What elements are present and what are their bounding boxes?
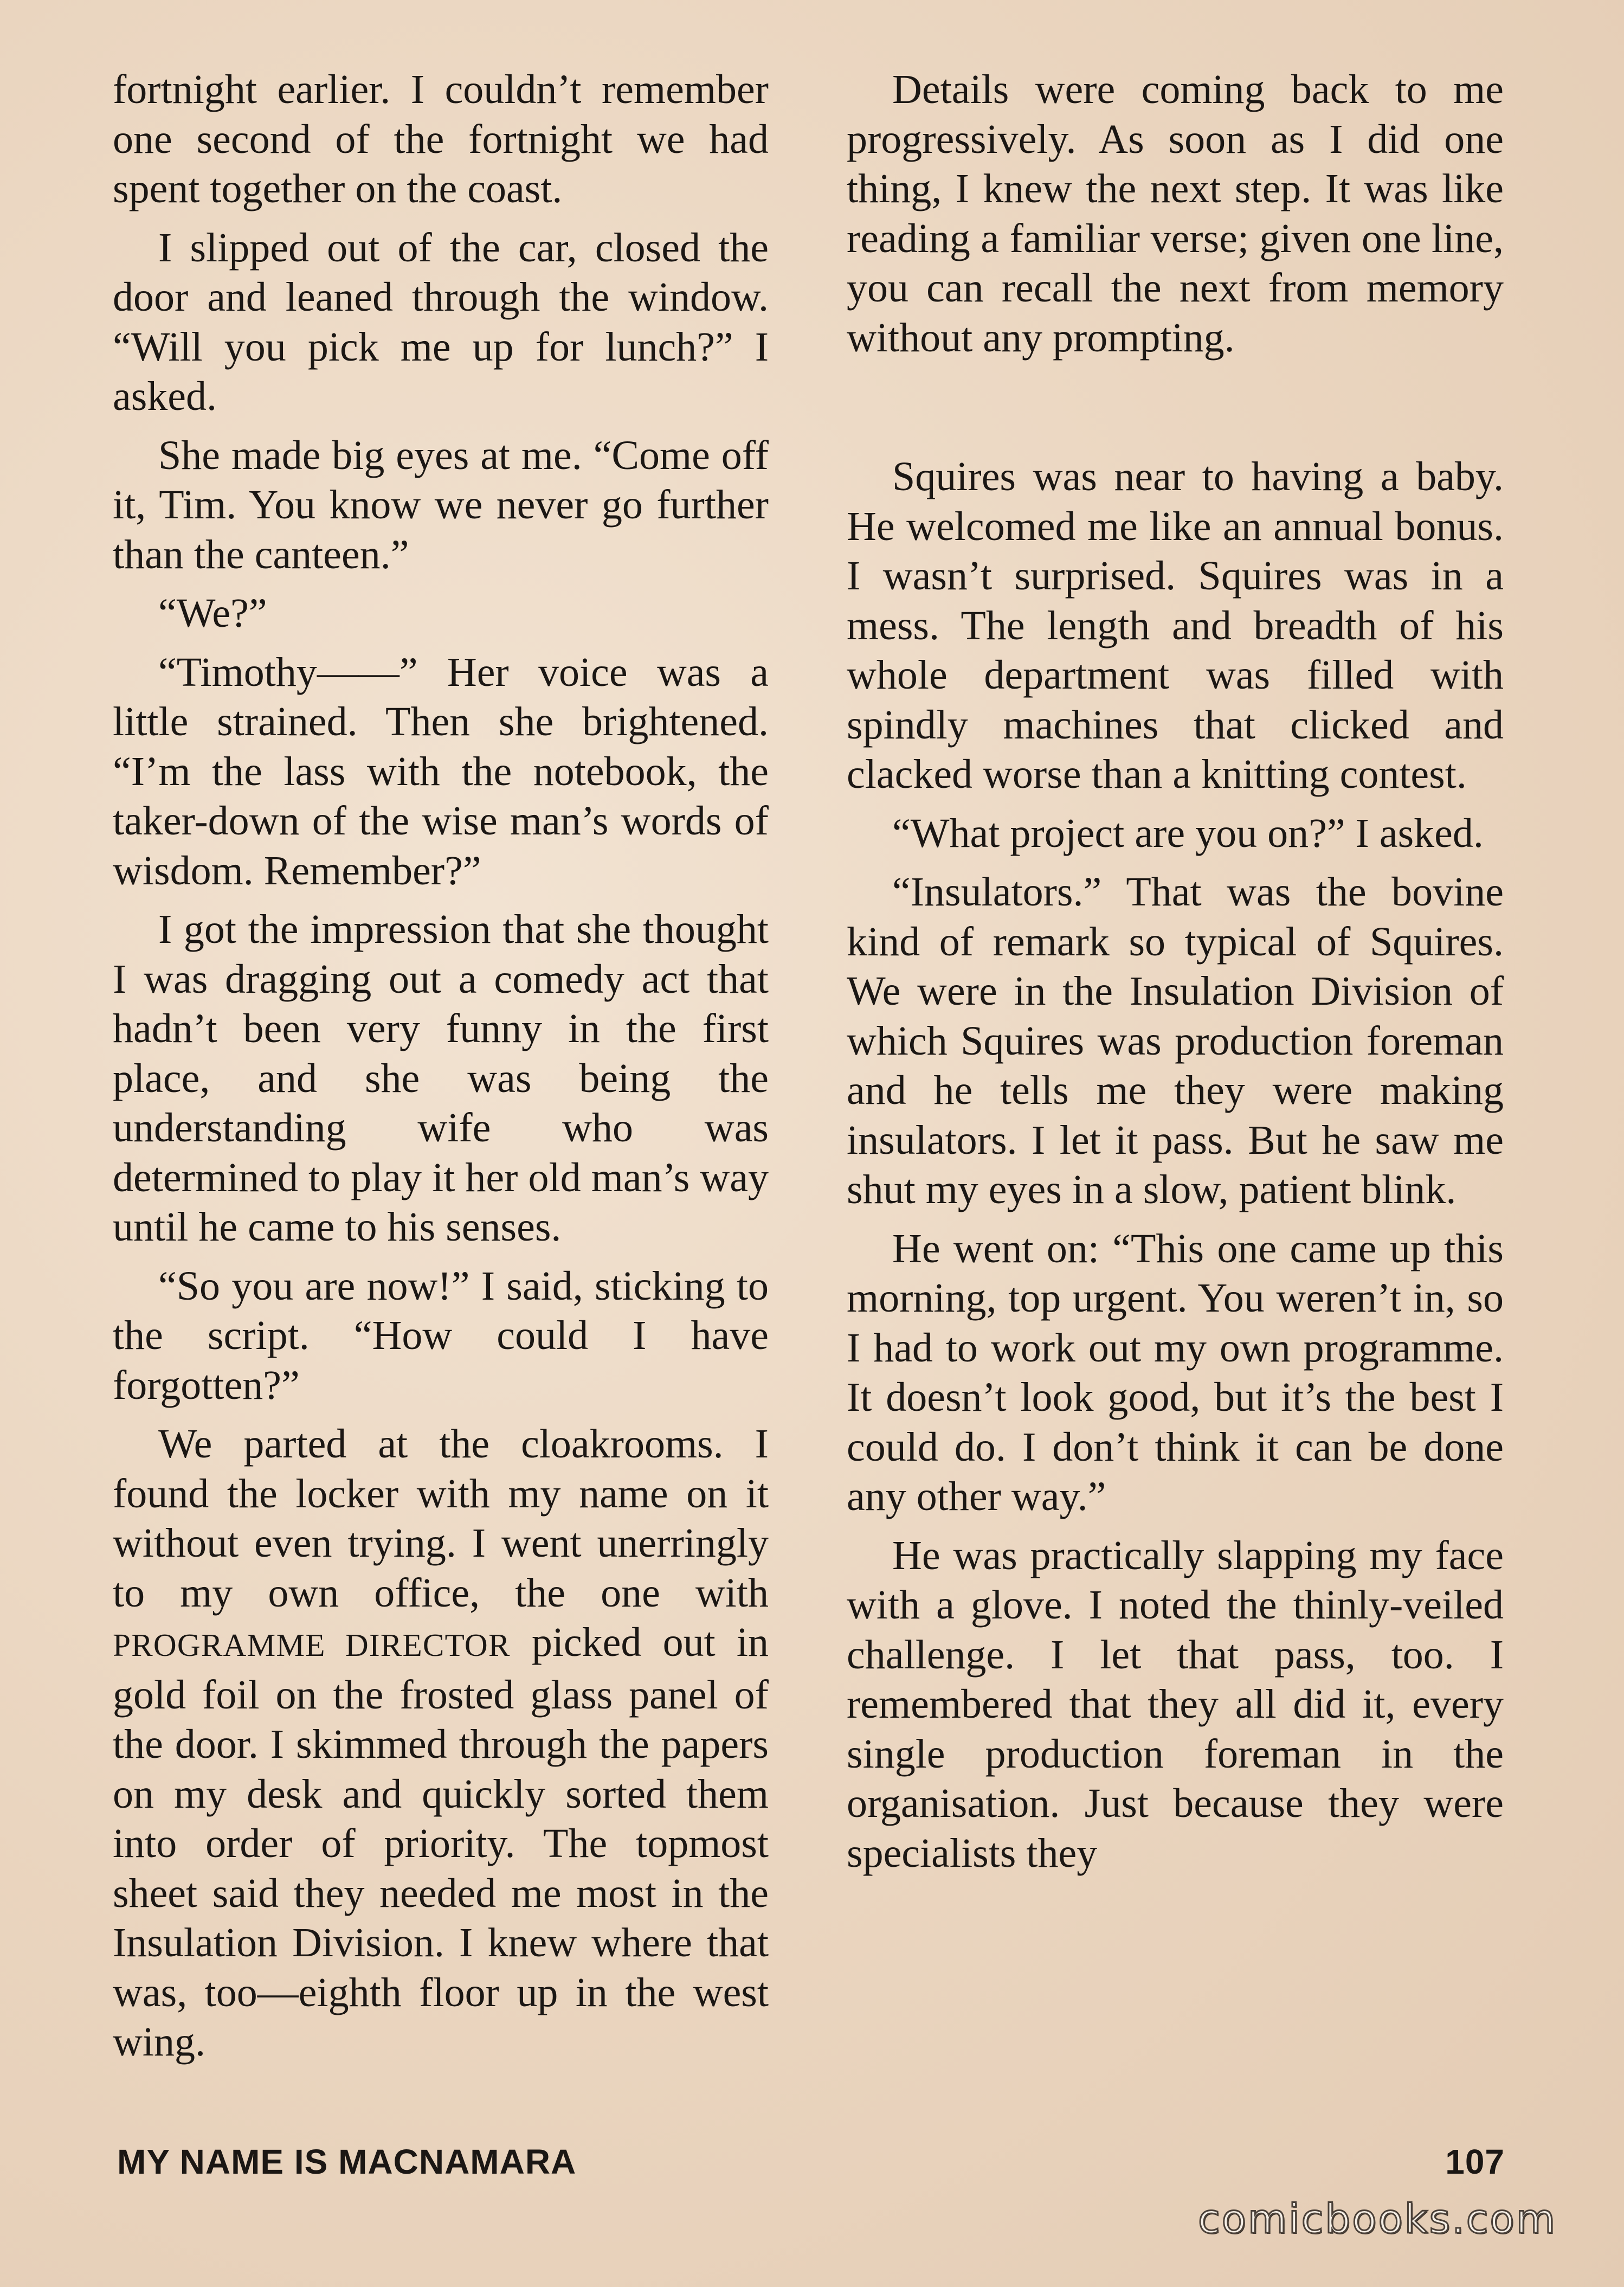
paragraph: “Timothy——” Her voice was a little strained. Then she brightened. “I’m the lass with the notebook, the taker-down of the wise man’s words of wisdom. Remember?” xyxy=(113,649,769,894)
paragraph: He went on: “This one came up this morning, top urgent. You weren’t in, so I had to work out my own programme. It doesn’t look good, but it’s the best I could do. I don’t think it can be done any other way.” xyxy=(847,1225,1504,1519)
paragraph: Details were coming back to me progressively. As soon as I did one thing, I knew the next step. It was like reading a familiar verse; given one line, you can recall the next from memory without any prompting. xyxy=(847,67,1504,361)
paragraph: I slipped out of the car, closed the door and leaned through the window. “Will you pick me up for lunch?” I asked. xyxy=(113,224,769,419)
paragraph: “What project are you on?” I asked. xyxy=(892,810,1484,856)
office-door-title: PROGRAMME DIRECTOR xyxy=(113,1627,511,1663)
site-watermark: comicbooks.com xyxy=(1198,2196,1557,2243)
right-text-column xyxy=(847,65,1504,1887)
paragraph: She made big eyes at me. “Come off it, Tim. You know we never go further than the canteen.” xyxy=(113,432,769,577)
running-footer-title: MY NAME IS MACNAMARA xyxy=(117,2142,577,2181)
paragraph: Squires was near to having a baby. He welcomed me like an annual bonus. I wasn’t surprised. Squires was in a mess. The length and breadth of his whole department was filled with spindly machines that clicked and clacked worse than a knitting contest. xyxy=(847,454,1504,797)
paragraph: “Insulators.” That was the bovine kind of remark so typical of Squires. We were in the Insulation Division of which Squires was production foreman and he tells me they were making insulators. I let it pass. But he saw me shut my eyes in a slow, patient blink. xyxy=(847,869,1504,1212)
page-number: 107 xyxy=(1445,2142,1505,2181)
paragraph: “We?” xyxy=(158,590,267,636)
paragraph: “So you are now!” I said, sticking to the script. “How could I have forgotten?” xyxy=(113,1263,769,1408)
paragraph-text: picked out in gold foil on the frosted glass panel of the door. I skimmed through the papers on my desk and quickly sorted them into order of priority. The topmost sheet said they needed me most in the Insulation Division. I knew where that was, too—eighth floor up in the west wing. xyxy=(113,1620,769,2065)
paragraph-text: We parted at the cloakrooms. I found the locker with my name on it without even trying. I went unerringly to my own office, the one with xyxy=(113,1421,769,1616)
left-text-column xyxy=(113,65,769,2077)
paragraph xyxy=(113,1419,769,2067)
paragraph: fortnight earlier. I couldn’t remember one second of the fortnight we had spent together on the coast. xyxy=(113,67,769,211)
paragraph: I got the impression that she thought I was dragging out a comedy act that hadn’t been very funny in the first place, and she was being the understanding wife who was determined to play it her old man’s way until he came to his senses. xyxy=(113,907,769,1250)
paragraph: He was practically slapping my face with a glove. I noted the thinly-veiled challenge. I let that pass, too. I remembered that they all did it, every single production foreman in the organisation. Just because they were specialists they xyxy=(847,1532,1504,1876)
